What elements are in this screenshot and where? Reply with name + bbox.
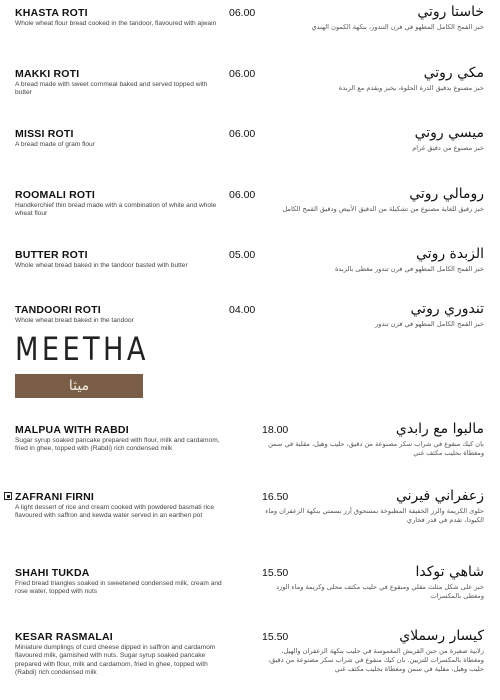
item-description: Miniature dumplings of curd cheese dipped in saffron and cardamom flavoured milk, garnished with nuts. Sugar syrup soaked pancake prepared with flour, milk and cardamom, fried in ghee, topped with (Rabdi) rich condensed milk <box>15 644 216 677</box>
item-description-arabic: خبز القمح الكامل المطهو في فرن تندور مغطى بالزبدة <box>334 265 484 273</box>
item-name: KHASTA ROTI <box>15 7 88 19</box>
item-name: BUTTER ROTI <box>15 249 88 261</box>
item-name: MAKKI ROTI <box>15 68 80 80</box>
item-description: A bread made with sweet cornmeal baked and served topped with butter <box>15 81 208 97</box>
item-description: Whole wheat flour bread cooked in the tandoor, flavoured with ajwain <box>15 20 217 27</box>
item-name: MISSI ROTI <box>15 128 74 140</box>
vegetarian-mark-icon <box>4 492 12 500</box>
item-name-arabic: كيسار رسملاي <box>399 628 484 644</box>
item-price: 06.00 <box>229 68 256 80</box>
item-description: A light dessert of rice and cream cooked with powdered basmati rice flavoured with saffron and kewda water served in an earthen pot <box>15 504 215 520</box>
item-name-arabic: شاهي توكدا <box>415 564 484 580</box>
item-name-arabic: خاستا روتي <box>417 4 484 20</box>
item-description-arabic: خبز مصنوع من دقيق غرام <box>412 144 484 152</box>
item-price: 15.50 <box>262 567 289 579</box>
item-description-arabic: بان كيك منقوع في شراب سكر مصنوعة من دقيق، حليب وهيل، مقلية في سمن ومغطاة بحليب مكثف غني <box>268 440 484 457</box>
item-description: Fried bread triangles soaked in sweetened condensed milk, cream and rose water, topped with nuts <box>15 580 222 596</box>
item-description-arabic: خبز القمح الكامل المطهو في فرن تندور <box>375 320 484 328</box>
item-name: SHAHI TUKDA <box>15 567 90 579</box>
item-description: Whole wheat bread baked in the tandoor <box>15 317 134 324</box>
item-name: MALPUA WITH RABDI <box>15 424 129 436</box>
item-name: KESAR RASMALAI <box>15 631 113 643</box>
item-name-arabic: زعفراني فيرني <box>395 488 484 504</box>
item-price: 15.50 <box>262 631 289 643</box>
item-description-arabic: زلابية صغيرة من جبن القريش المغموسة في حليب بنكهة الزعفران والهيل، ومغطاة بالمكسرات للتزيين. بان كيك منقوع في شراب سكر مصنوعة من دقيق، حليب وهيل، مقلية في سمن ومغطاة بحليب مكثف غني <box>267 647 484 673</box>
item-price: 06.00 <box>229 189 256 201</box>
item-description: Sugar syrup soaked pancake prepared with flour, milk and cardamom, fried in ghee, topped with (Rabdi) rich condensed milk <box>15 437 220 453</box>
item-price: 18.00 <box>262 424 289 436</box>
item-price: 16.50 <box>262 491 289 503</box>
item-description: Whole wheat bread baked in the tandoor basted with butter <box>15 262 188 269</box>
section-title-arabic-box: ميثا <box>15 374 143 398</box>
item-name-arabic: ميسي روتي <box>414 125 484 141</box>
item-price: 06.00 <box>229 7 256 19</box>
item-name: TANDOORI ROTI <box>15 304 101 316</box>
item-description: A bread made of gram flour <box>15 141 95 148</box>
item-name: ROOMALI ROTI <box>15 189 95 201</box>
item-name-arabic: تندوري روتي <box>410 301 484 317</box>
item-description-arabic: خبز القمح الكامل المطهو في فرن التندور، بنكهة الكمون الهندي <box>311 23 484 31</box>
section-title-meetha: MEETHA <box>15 330 149 368</box>
item-name-arabic: رومالي روتي <box>409 186 484 202</box>
item-price: 04.00 <box>229 304 256 316</box>
item-price: 06.00 <box>229 128 256 140</box>
item-name-arabic: مكي روتي <box>423 65 484 81</box>
item-description-arabic: حلوى الكريمة والرز الخفيفة المطبوخة بمسحوق أرز بسمتي بنكهة الزعفران وماء الكيودا، تقدم في قدر فخاري <box>265 507 484 524</box>
item-name: ZAFRANI FIRNI <box>15 491 95 503</box>
item-price: 05.00 <box>229 249 256 261</box>
item-name-arabic: الزبدة روتي <box>416 246 484 262</box>
item-description-arabic: خبز على شكل مثلث مقلي ومنقوع في حليب مكثف محلى وكريمة وماء الورد ومغطى بالمكسرات <box>276 583 484 600</box>
item-description-arabic: خبز مصنوع بدقيق الذرة الحلوة، يخبز ويقدم مع الزبدة <box>338 84 484 92</box>
item-description: Handkerchief thin bread made with a combination of white and whole wheat flour <box>15 202 217 218</box>
item-name-arabic: مالبوا مع رابدي <box>395 421 484 437</box>
item-description-arabic: خبز رقيق للغاية مصنوع من تشكيلة من الدقيق الأبيض ودقيق القمح الكامل <box>282 205 484 213</box>
